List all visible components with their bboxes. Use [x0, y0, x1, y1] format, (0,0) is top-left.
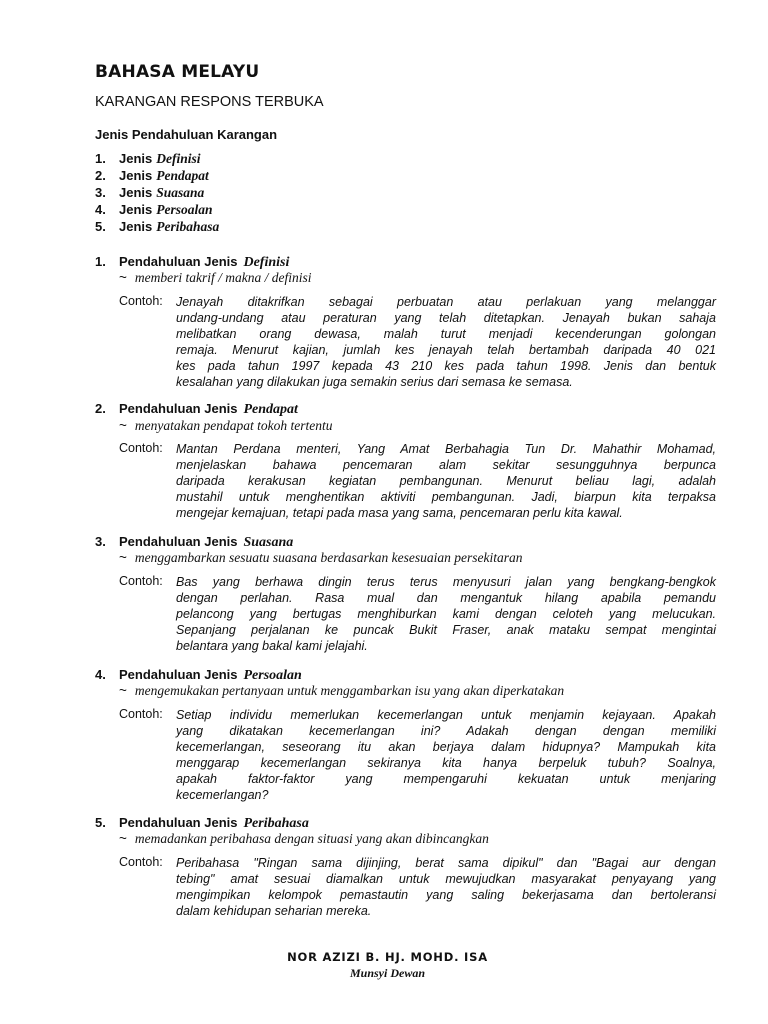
paragraph-line: kecemerlangan?: [176, 788, 269, 803]
list-term: Pendapat: [156, 168, 209, 183]
section-heading-suasana: [95, 534, 293, 551]
type-list-item: [95, 219, 219, 236]
paragraph-line: pelancong yang bertugas menghiburkan kami dengan celoteh yang melucukan.: [176, 607, 716, 622]
paragraph-line: kes pada tahun 1997 kepada 43 210 kes pada tahun 1998. Jenis dan bentuk: [176, 359, 716, 374]
section-description: [119, 270, 312, 286]
example-paragraph: [176, 294, 716, 391]
section-term: Suasana: [243, 535, 294, 550]
section-heading-text: Pendahuluan Jenis: [119, 534, 238, 549]
section-number: 3.: [95, 534, 106, 549]
section-term: Peribahasa: [243, 816, 309, 831]
example-label: Contoh:: [119, 855, 163, 869]
example-label: Contoh:: [119, 574, 163, 588]
paragraph-line: Mantan Perdana menteri, Yang Amat Berbahagia Tun Dr. Mahathir Mohamad,: [176, 442, 716, 456]
list-term: Peribahasa: [156, 219, 220, 234]
example-label: Contoh:: [119, 707, 163, 721]
section-heading-text: Pendahuluan Jenis: [119, 815, 238, 830]
paragraph-line: Jenayah ditakrifkan sebagai perbuatan atau perlakuan yang melanggar: [176, 295, 716, 309]
description-text: memadankan peribahasa dengan situasi yang akan dibincangkan: [134, 831, 489, 846]
type-list-item: [95, 151, 201, 168]
section-heading-text: Pendahuluan Jenis: [119, 401, 238, 416]
list-term: Definisi: [156, 151, 201, 166]
example-paragraph: [176, 574, 716, 654]
paragraph-line: Setiap individu memerlukan kecemerlangan untuk menjamin kejayaan. Apakah: [176, 708, 716, 722]
type-list-item: [95, 168, 209, 185]
section-description: [119, 550, 522, 566]
list-word: Jenis: [119, 168, 153, 183]
paragraph-line: Bas yang berhawa dingin terus terus menyusuri jalan yang bengkang-bengkok: [176, 575, 716, 589]
list-word: Jenis: [119, 185, 153, 200]
section-term: Persoalan: [243, 668, 302, 683]
list-term: Suasana: [156, 185, 205, 200]
footer-role: Munsyi Dewan: [349, 966, 426, 980]
example-label: Contoh:: [119, 294, 163, 308]
paragraph-line: dalam kehidupan seharian mereka.: [176, 904, 372, 919]
paragraph-line: mustahil untuk menghentikan aktiviti pembangunan. Jadi, biarpun kita terpaksa: [176, 490, 716, 505]
list-number: 5.: [95, 219, 106, 234]
paragraph-line: Sepanjang perjalanan ke puncak Bukit Fraser, anak mataku sempat mengintai: [176, 623, 716, 638]
section-heading-definisi: [95, 254, 289, 271]
tilde-mark: ~: [119, 270, 127, 285]
paragraph-line: dengan perlahan. Rasa mual dan mengantuk hilang apabila pemandu: [176, 591, 716, 606]
section-heading-peribahasa: [95, 815, 309, 832]
document-subtitle: KARANGAN RESPONS TERBUKA: [95, 94, 324, 110]
section-number: 2.: [95, 401, 106, 416]
footer-author: NOR AZIZI B. HJ. MOHD. ISA: [287, 950, 488, 964]
section-number: 1.: [95, 254, 106, 269]
example-paragraph: [176, 707, 716, 804]
list-term: Persoalan: [156, 202, 213, 217]
document-title: BAHASA MELAYU: [95, 62, 260, 82]
tilde-mark: ~: [119, 683, 127, 698]
section-description: [119, 683, 564, 699]
list-word: Jenis: [119, 202, 153, 217]
description-text: memberi takrif / makna / definisi: [134, 270, 312, 285]
paragraph-line: undang-undang atau peraturan yang telah ditetapkan. Jenayah bukan sahaja: [176, 311, 716, 326]
paragraph-line: belantara yang bakal kami jelajahi.: [176, 639, 368, 654]
list-number: 4.: [95, 202, 106, 217]
paragraph-line: yang dikatakan kecemerlangan ini? Adakah dengan dengan memiliki: [176, 724, 716, 739]
section-description: [119, 831, 489, 847]
section-term: Definisi: [243, 255, 290, 270]
list-word: Jenis: [119, 219, 153, 234]
paragraph-line: kesalahan yang dilakukan juga semakin serius dari semasa ke semasa.: [176, 375, 573, 390]
description-text: menggambarkan sesuatu suasana berdasarkan kesesuaian persekitaran: [134, 550, 523, 565]
list-number: 1.: [95, 151, 106, 166]
paragraph-line: Peribahasa "Ringan sama dijinjing, berat sama dipikul" dan "Bagai aur dengan: [176, 856, 716, 870]
type-list-item: [95, 202, 213, 219]
section-title: Jenis Pendahuluan Karangan: [95, 127, 278, 142]
paragraph-line: tebing" amat sesuai diamalkan untuk mewujudkan masyarakat penyayang yang: [176, 872, 716, 887]
section-heading-pendapat: [95, 401, 298, 418]
paragraph-line: remaja. Menurut kajian, jumlah kes jenayah telah bertambah daripada 40 021: [176, 343, 716, 358]
paragraph-line: daripada kerakusan kegiatan pembangunan. Menurut beliau lagi, adalah: [176, 474, 716, 489]
list-number: 3.: [95, 185, 106, 200]
paragraph-line: menggarap kecemerlangan sekiranya kita hanya berpeluk tubuh? Soalnya,: [176, 756, 716, 771]
tilde-mark: ~: [119, 550, 127, 565]
section-term: Pendapat: [243, 402, 298, 417]
tilde-mark: ~: [119, 418, 127, 433]
description-text: mengemukakan pertanyaan untuk menggambarkan isu yang akan diperkatakan: [134, 683, 565, 698]
type-list-item: [95, 185, 204, 202]
example-label: Contoh:: [119, 441, 163, 455]
paragraph-line: mengejar kemajuan, tetapi pada masa yang sama, pencemaran perlu kita kawal.: [176, 506, 623, 521]
paragraph-line: kecemerlangan, seseorang itu akan berjaya dalam hidupnya? Mampukah kita: [176, 740, 716, 755]
tilde-mark: ~: [119, 831, 127, 846]
section-number: 5.: [95, 815, 106, 830]
example-paragraph: [176, 855, 716, 919]
list-word: Jenis: [119, 151, 153, 166]
example-paragraph: [176, 441, 716, 521]
section-heading-persoalan: [95, 667, 302, 684]
paragraph-line: melibatkan orang dewasa, malah turut menjadi kecenderungan golongan: [176, 327, 716, 342]
paragraph-line: mengimpikan kelompok pemastautin yang saling bekerjasama dan bertoleransi: [176, 888, 716, 903]
section-number: 4.: [95, 667, 106, 682]
paragraph-line: menjelaskan bahawa pencemaran alam sekitar sesungguhnya berpunca: [176, 458, 716, 473]
section-description: [119, 418, 332, 434]
section-heading-text: Pendahuluan Jenis: [119, 667, 238, 682]
description-text: menyatakan pendapat tokoh tertentu: [134, 418, 333, 433]
paragraph-line: apakah faktor-faktor yang mempengaruhi kekuatan untuk menjaring: [176, 772, 716, 787]
list-number: 2.: [95, 168, 106, 183]
section-heading-text: Pendahuluan Jenis: [119, 254, 238, 269]
